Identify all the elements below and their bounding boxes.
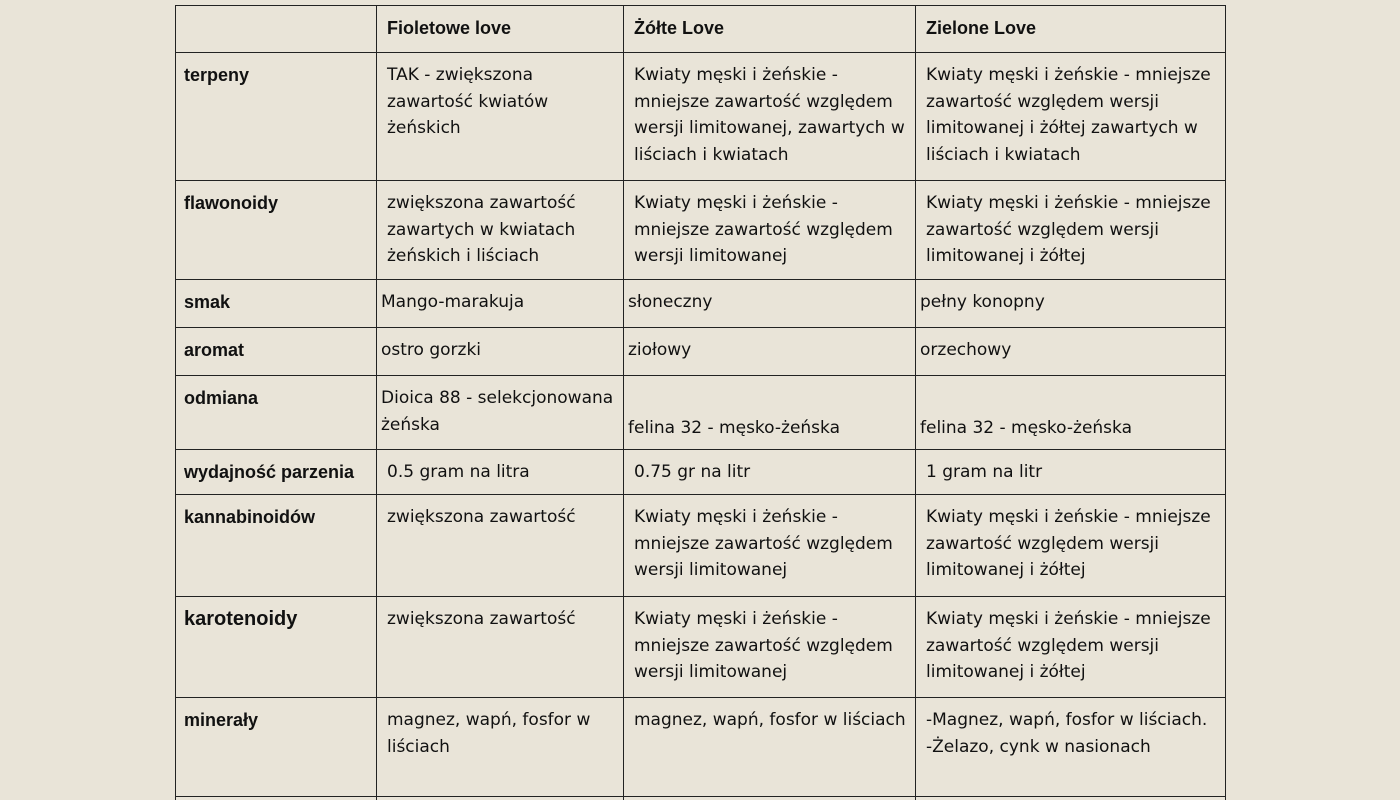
- row-label-kannabinoidow: kannabinoidów: [176, 495, 377, 597]
- partial-cell-2: [377, 797, 624, 800]
- cell-odmiana-zolte: felina 32 - męsko-żeńska: [624, 376, 916, 450]
- cell-smak-zielone: pełny konopny: [916, 280, 1226, 328]
- cell-flawonoidy-zielone: Kwiaty męski i żeńskie - mniejsze zawartość względem wersji limitowanej i żółtej: [916, 181, 1226, 280]
- cell-mineraly-fioletowe: magnez, wapń, fosfor w liściach: [377, 698, 624, 797]
- cell-terpeny-fioletowe: TAK - zwiększona zawartość kwiatów żeńskich: [377, 53, 624, 181]
- cell-aromat-zielone: orzechowy: [916, 328, 1226, 376]
- row-label-aromat: aromat: [176, 328, 377, 376]
- cell-smak-zolte: słoneczny: [624, 280, 916, 328]
- partial-cell-1: [176, 797, 377, 800]
- partial-cell-4: [916, 797, 1226, 800]
- table-row-smak: [176, 280, 1226, 328]
- row-label-flawonoidy: flawonoidy: [176, 181, 377, 280]
- cell-kannabinoidow-zielone: Kwiaty męski i żeńskie - mniejsze zawartość względem wersji limitowanej i żółtej: [916, 495, 1226, 597]
- header-zielone-love: Zielone Love: [916, 6, 1226, 53]
- comparison-table: [175, 5, 1226, 800]
- header-fioletowe-love: Fioletowe love: [377, 6, 624, 53]
- cell-odmiana-fioletowe: Dioica 88 - selekcjonowana żeńska: [377, 376, 624, 450]
- table-row-mineraly: [176, 698, 1226, 797]
- table-row-aromat: [176, 328, 1226, 376]
- cell-aromat-fioletowe: ostro gorzki: [377, 328, 624, 376]
- cell-terpeny-zielone: Kwiaty męski i żeńskie - mniejsze zawartość względem wersji limitowanej i żółtej zawartych w liściach i kwiatach: [916, 53, 1226, 181]
- cell-karotenoidy-fioletowe: zwiększona zawartość: [377, 597, 624, 698]
- cell-mineraly-zielone: -Magnez, wapń, fosfor w liściach. -Żelazo, cynk w nasionach: [916, 698, 1226, 797]
- cell-kannabinoidow-zolte: Kwiaty męski i żeńskie - mniejsze zawartość względem wersji limitowanej: [624, 495, 916, 597]
- table-row-wydajnosc-parzenia: [176, 450, 1226, 495]
- row-label-mineraly: minerały: [176, 698, 377, 797]
- cell-kannabinoidow-fioletowe: zwiększona zawartość: [377, 495, 624, 597]
- cell-karotenoidy-zielone: Kwiaty męski i żeńskie - mniejsze zawartość względem wersji limitowanej i żółtej: [916, 597, 1226, 698]
- cell-smak-fioletowe: Mango-marakuja: [377, 280, 624, 328]
- cell-odmiana-zielone: felina 32 - męsko-żeńska: [916, 376, 1226, 450]
- cell-terpeny-zolte: Kwiaty męski i żeńskie - mniejsze zawartość względem wersji limitowanej, zawartych w liściach i kwiatach: [624, 53, 916, 181]
- cell-wydajnosc-fioletowe: 0.5 gram na litra: [377, 450, 624, 495]
- table-row-flawonoidy: [176, 181, 1226, 280]
- row-label-karotenoidy: karotenoidy: [176, 597, 377, 698]
- header-zolte-love: Żółte Love: [624, 6, 916, 53]
- table-row-terpeny: [176, 53, 1226, 181]
- row-label-wydajnosc-parzenia: wydajność parzenia: [176, 450, 377, 495]
- cell-mineraly-zolte: magnez, wapń, fosfor w liściach: [624, 698, 916, 797]
- header-corner-cell: [176, 6, 377, 53]
- cell-aromat-zolte: ziołowy: [624, 328, 916, 376]
- header-row: [176, 6, 1226, 53]
- table-row-karotenoidy: [176, 597, 1226, 698]
- partial-cell-3: [624, 797, 916, 800]
- table-row-next-partial: [176, 797, 1226, 800]
- cell-wydajnosc-zolte: 0.75 gr na litr: [624, 450, 916, 495]
- cell-flawonoidy-zolte: Kwiaty męski i żeńskie - mniejsze zawartość względem wersji limitowanej: [624, 181, 916, 280]
- row-label-odmiana: odmiana: [176, 376, 377, 450]
- cell-flawonoidy-fioletowe: zwiększona zawartość zawartych w kwiatach żeńskich i liściach: [377, 181, 624, 280]
- table-row-kannabinoidow: [176, 495, 1226, 597]
- row-label-smak: smak: [176, 280, 377, 328]
- row-label-terpeny: terpeny: [176, 53, 377, 181]
- cell-wydajnosc-zielone: 1 gram na litr: [916, 450, 1226, 495]
- table-row-odmiana: [176, 376, 1226, 450]
- cell-karotenoidy-zolte: Kwiaty męski i żeńskie - mniejsze zawartość względem wersji limitowanej: [624, 597, 916, 698]
